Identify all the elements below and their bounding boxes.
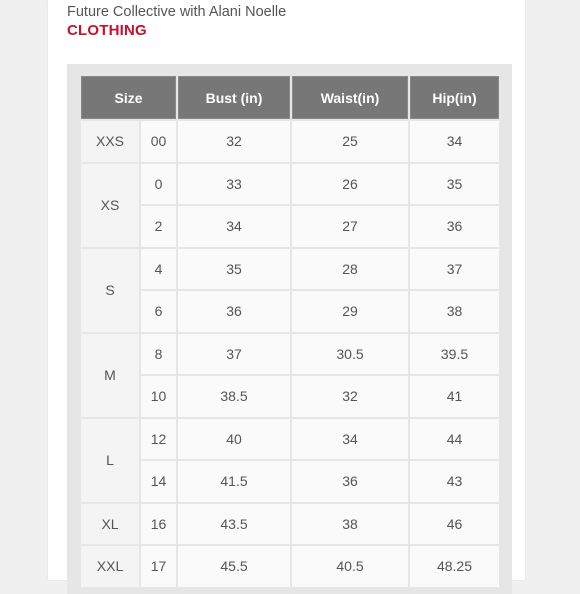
bust-value: 40 bbox=[178, 419, 290, 460]
size-chart-page bbox=[48, 0, 525, 580]
hip-value: 39.5 bbox=[410, 334, 499, 375]
waist-value: 29 bbox=[292, 291, 408, 332]
size-chart-panel bbox=[67, 64, 512, 594]
bust-value: 41.5 bbox=[178, 461, 290, 502]
waist-value: 27 bbox=[292, 206, 408, 247]
hip-value: 35 bbox=[410, 164, 499, 205]
header-hip: Hip(in) bbox=[410, 76, 499, 119]
bust-value: 32 bbox=[178, 121, 290, 162]
table-row bbox=[81, 249, 499, 290]
size-number: 0 bbox=[141, 164, 176, 205]
hip-value: 38 bbox=[410, 291, 499, 332]
bust-value: 35 bbox=[178, 249, 290, 290]
header-waist: Waist(in) bbox=[292, 76, 408, 119]
size-label: XS bbox=[81, 164, 139, 247]
size-number: 10 bbox=[141, 376, 176, 417]
waist-value: 30.5 bbox=[292, 334, 408, 375]
size-number: 14 bbox=[141, 461, 176, 502]
waist-value: 36 bbox=[292, 461, 408, 502]
hip-value: 37 bbox=[410, 249, 499, 290]
table-row bbox=[81, 461, 499, 502]
table-row bbox=[81, 121, 499, 162]
hip-value: 48.25 bbox=[410, 546, 499, 587]
size-chart-table bbox=[79, 74, 501, 589]
table-row bbox=[81, 291, 499, 332]
bust-value: 37 bbox=[178, 334, 290, 375]
table-row bbox=[81, 504, 499, 545]
size-number: 00 bbox=[141, 121, 176, 162]
size-number: 17 bbox=[141, 546, 176, 587]
table-row bbox=[81, 334, 499, 375]
header-bust: Bust (in) bbox=[178, 76, 290, 119]
size-label: M bbox=[81, 334, 139, 417]
category-title: CLOTHING bbox=[67, 22, 147, 39]
bust-value: 36 bbox=[178, 291, 290, 332]
size-chart-body bbox=[81, 121, 499, 587]
waist-value: 38 bbox=[292, 504, 408, 545]
table-row bbox=[81, 164, 499, 205]
waist-value: 28 bbox=[292, 249, 408, 290]
hip-value: 34 bbox=[410, 121, 499, 162]
hip-value: 44 bbox=[410, 419, 499, 460]
size-number: 2 bbox=[141, 206, 176, 247]
waist-value: 25 bbox=[292, 121, 408, 162]
waist-value: 26 bbox=[292, 164, 408, 205]
hip-value: 36 bbox=[410, 206, 499, 247]
table-row bbox=[81, 206, 499, 247]
size-label: S bbox=[81, 249, 139, 332]
waist-value: 40.5 bbox=[292, 546, 408, 587]
hip-value: 46 bbox=[410, 504, 499, 545]
hip-value: 41 bbox=[410, 376, 499, 417]
waist-value: 32 bbox=[292, 376, 408, 417]
bust-value: 34 bbox=[178, 206, 290, 247]
size-number: 12 bbox=[141, 419, 176, 460]
bust-value: 38.5 bbox=[178, 376, 290, 417]
size-label: XXS bbox=[81, 121, 139, 162]
bust-value: 45.5 bbox=[178, 546, 290, 587]
table-row bbox=[81, 376, 499, 417]
bust-value: 43.5 bbox=[178, 504, 290, 545]
size-number: 16 bbox=[141, 504, 176, 545]
bust-value: 33 bbox=[178, 164, 290, 205]
header-size: Size bbox=[81, 76, 176, 119]
size-number: 4 bbox=[141, 249, 176, 290]
size-label: XL bbox=[81, 504, 139, 545]
table-row bbox=[81, 419, 499, 460]
table-row bbox=[81, 546, 499, 587]
waist-value: 34 bbox=[292, 419, 408, 460]
size-number: 8 bbox=[141, 334, 176, 375]
brand-name: Future Collective with Alani Noelle bbox=[67, 4, 287, 20]
size-number: 6 bbox=[141, 291, 176, 332]
hip-value: 43 bbox=[410, 461, 499, 502]
size-label: L bbox=[81, 419, 139, 502]
header-row bbox=[81, 76, 499, 119]
size-label: XXL bbox=[81, 546, 139, 587]
